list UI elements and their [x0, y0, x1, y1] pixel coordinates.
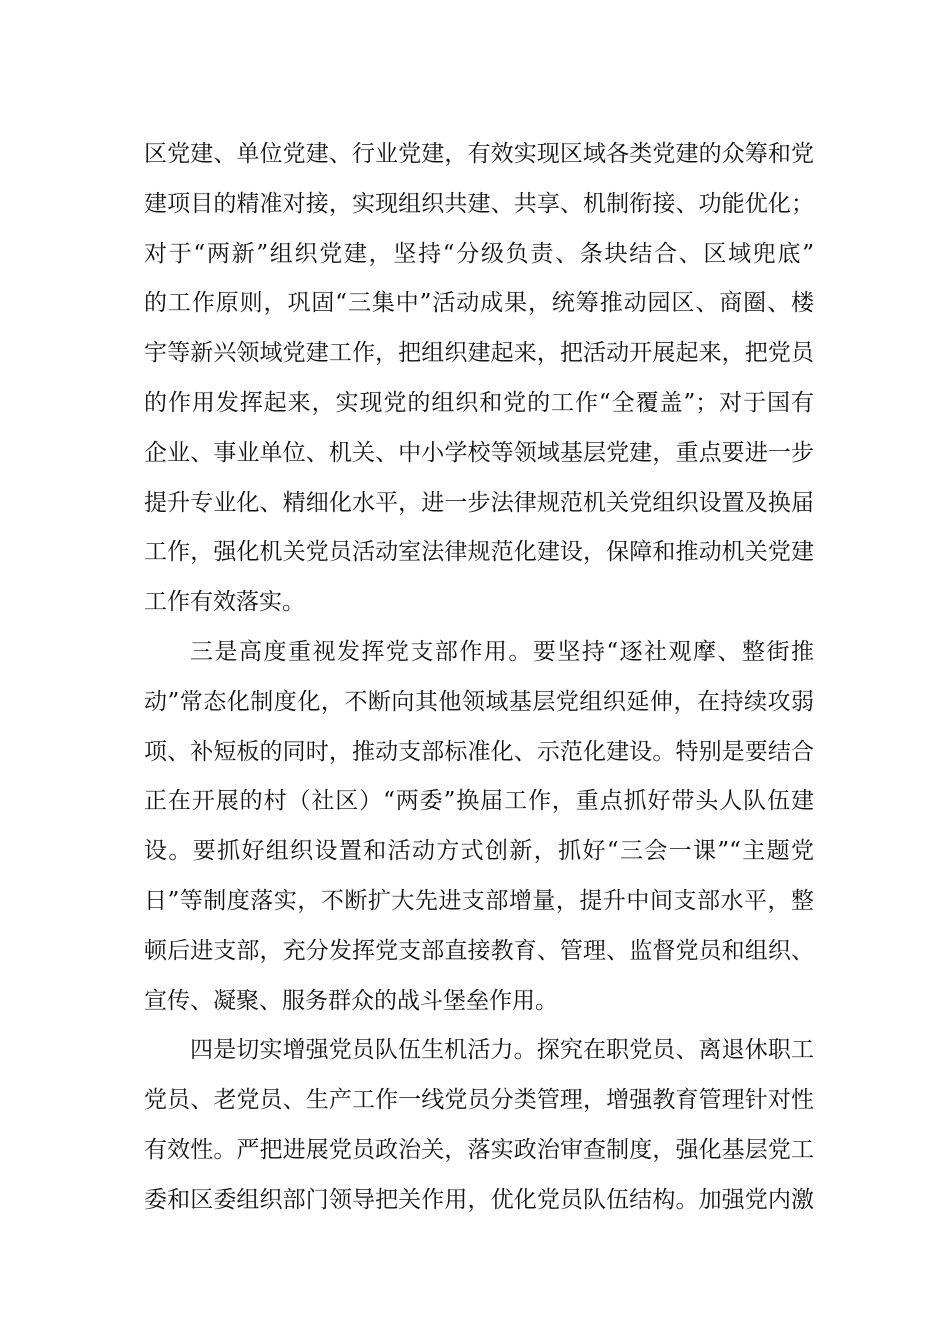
text-line: 项、补短板的同时，推动支部标准化、示范化建设。特别是要结合	[144, 738, 814, 765]
text-line: 正在开展的村（社区）“两委”换届工作，重点抓好带头人队伍建	[144, 788, 814, 815]
text-line: 建项目的精准对接，实现组织共建、共享、机制衔接、功能优化；	[144, 190, 814, 217]
body-text	[144, 132, 814, 1228]
paragraph-start-line: 四是切实增强党员队伍生机活力。探究在职党员、离退休职工	[190, 1037, 814, 1064]
text-line: 区党建、单位党建、行业党建，有效实现区域各类党建的众筹和党	[144, 141, 814, 167]
text-line: 顿后进支部，充分发挥党支部直接教育、管理、监督党员和组织、	[144, 937, 814, 964]
text-line: 动”常态化制度化，不断向其他领域基层党组织延伸，在持续攻弱	[144, 688, 814, 715]
paragraph-start-line: 三是高度重视发挥党支部作用。要坚持“逐社观摩、整街推	[190, 638, 814, 665]
text-line: 委和区委组织部门领导把关作用，优化党员队伍结构。加强党内激	[144, 1186, 814, 1213]
text-line: 日”等制度落实，不断扩大先进支部增量，提升中间支部水平，整	[144, 887, 814, 914]
text-line: 宇等新兴领域党建工作，把组织建起来，把活动开展起来，把党员	[144, 340, 814, 367]
paragraph-end-line: 工作有效落实。	[144, 589, 305, 616]
text-line: 的作用发挥起来，实现党的组织和党的工作“全覆盖”；对于国有	[144, 389, 814, 416]
text-line: 有效性。严把进展党员政治关，落实政治审查制度，强化基层党工	[144, 1136, 814, 1163]
text-line: 的工作原则，巩固“三集中”活动成果，统筹推动园区、商圈、楼	[144, 290, 814, 317]
text-line: 工作，强化机关党员活动室法律规范化建设，保障和推动机关党建	[144, 539, 814, 566]
text-line: 企业、事业单位、机关、中小学校等领域基层党建，重点要进一步	[144, 439, 814, 466]
paragraph-end-line: 宣传、凝聚、服务群众的战斗堡垒作用。	[144, 987, 558, 1014]
text-line: 党员、老党员、生产工作一线党员分类管理，增强教育管理针对性	[144, 1087, 814, 1114]
text-line: 设。要抓好组织设置和活动方式创新，抓好“三会一课”“主题党	[144, 838, 814, 865]
text-line: 对于“两新”组织党建，坚持“分级负责、条块结合、区域兜底”	[144, 240, 814, 267]
text-line: 提升专业化、精细化水平，进一步法律规范机关党组织设置及换届	[144, 489, 814, 516]
